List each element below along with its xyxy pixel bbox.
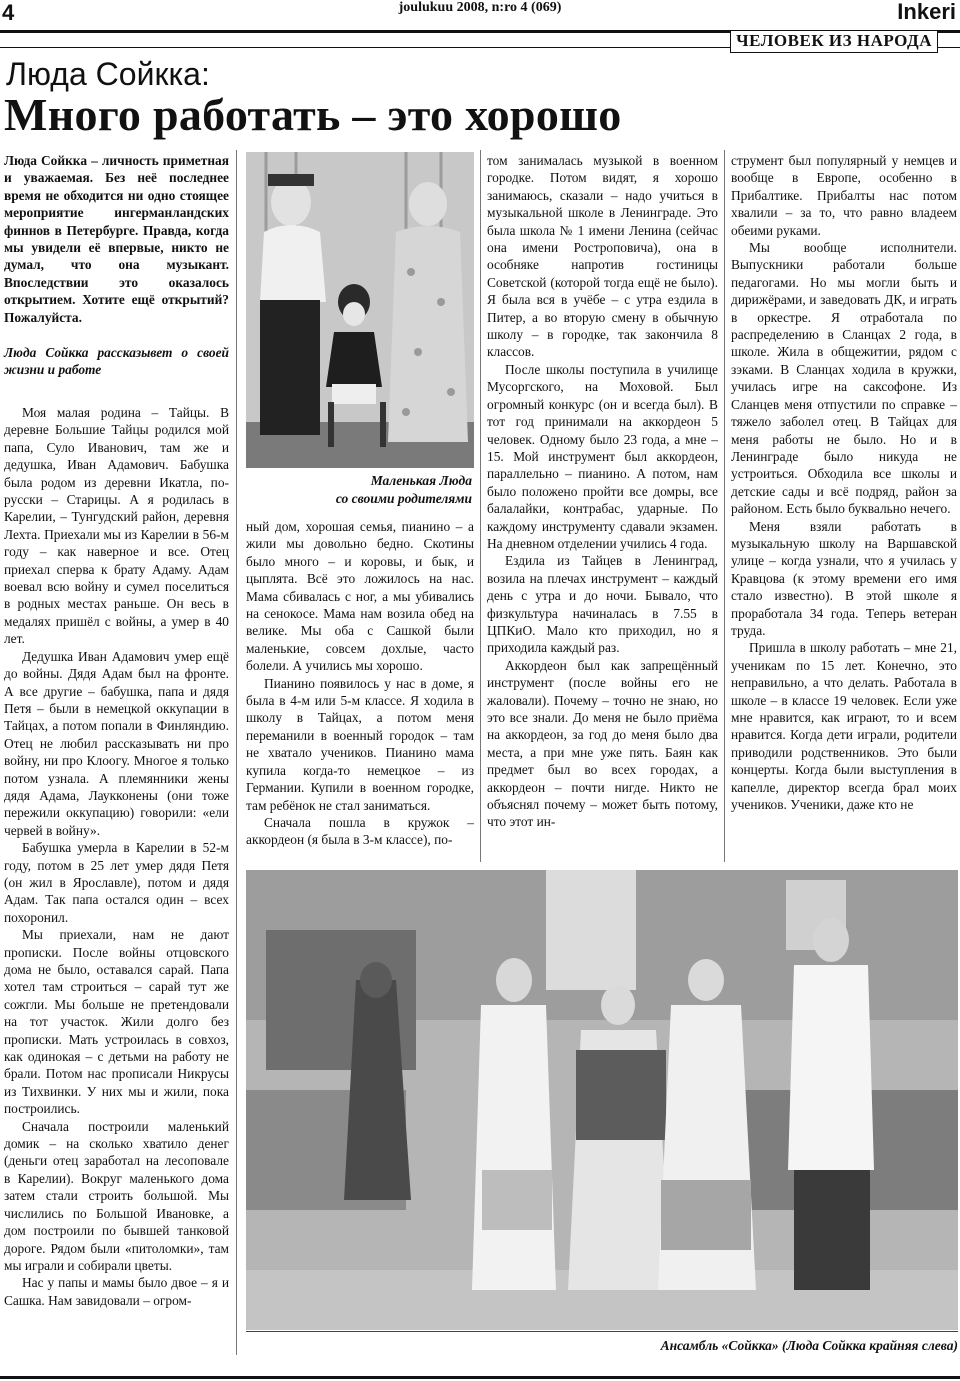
paragraph: Нас у папы и мамы было двое – я и Сашка. Нам завидовали – огром- (4, 1275, 229, 1308)
article-lead (4, 152, 229, 379)
paragraph: Бабушка умерла в Карелии в 52-м году, потом в 25 лет умер дядя Петя (он жил в Ярославле), потом и дядя Адам. Так папа остался один – всех похоронил. (4, 840, 229, 925)
paragraph: Моя малая родина – Тайцы. В деревне Большие Тайцы родился мой папа, Суло Иванович, там же и дедушка, Иван Адамович. Бабушка была родом из деревни Икатла, по-русски – Старицы. А я родилась в Карелии, – Тунгудский район, деревня Лехта. Приехали мы из Карелии в 56-м году – как наверное и все. Отец приехал сперва к брату Адаму. Адам воевал всю войну и сумел поселиться в родных местах раньше. Он весь в медалях пришёл с войны, а умер в 40 лет. (4, 405, 229, 647)
paragraph: струмент был популярный у немцев и вообще в Европе, особенно в Прибалтике. Прибалты нас потом хвалили – за то, что равно владеем обеими руками. (731, 153, 957, 238)
column-divider (236, 150, 237, 1355)
family-photo (246, 152, 474, 468)
section-label: ЧЕЛОВЕК ИЗ НАРОДА (730, 31, 938, 53)
paragraph: Меня взяли работать в музыкальную школу на Варшавской улице – когда узнали, что я училась у Кравцова (к этому времени его имя стало известно). В этой школе я проработала 34 года. Теперь ветеран труда. (731, 518, 957, 638)
article-name: Люда Сойкка: (6, 56, 210, 92)
ensemble-photo (246, 870, 958, 1330)
paragraph: Аккордеон был как запрещённый инструмент (после войны его не жаловали). Почему – точно не знаю, но это все знали. До меня не было приёма на аккордеон, за год до меня было два места, а при мне уже пять. Баян как предмет был во всех городах, а аккордеон – почти нигде. Никто не объяснял почему – может быть потому, что этот ин- (487, 657, 718, 830)
paragraph: Пианино появилось у нас в доме, я была в 4-м или 5-м классе. Я ходила в школу в Тайцах, а потом меня переманили в военный городок – там не хватало учеников. Пианино мама купила когда-то немецкое – из Германии. Купили в военном городке, там ребёнок не стал заниматься. (246, 675, 474, 813)
paragraph: Ездила из Тайцев в Ленинград, возила на плечах инструмент – каждый день с утра и до ночи. Бывало, что физкультура начиналась в 7.55 в ЦПКиО. Мало кто приходил, но я приходила каждый раз. (487, 553, 718, 656)
page-number: 4 (2, 0, 15, 25)
photo-caption (246, 472, 472, 508)
caption-line: Маленькая Люда (370, 473, 472, 488)
paragraph: Пришла в школу работать – мне 21, ученикам по 15 лет. Конечно, это неправильно, а что делать. Работала в школе – в классе 19 человек. Если уже мне нравится, как играют, то и всем нравится. Когда дети играли, родители приводили родственников. Это были концерты. Когда были выступления в капелле, директор всегда брал моих учеников. Ученики, даже кто не (731, 640, 957, 813)
newspaper-name: Inkeri (897, 0, 956, 24)
paragraph: том занималась музыкой в военном городке. Потом видят, я хорошо занимаюсь, сказали – надо учиться в музыкальной школе в Ленинграде. Это была школа № 1 имени Ленина (сейчас она имени Ростроповича), она в особняке напротив гостиницы Советской (которой тогда ещё не было). Я была вся в учёбе – с утра ездила в Питер, а во вторую смену в обычную школу – в городке, так закончила 8 классов. (487, 153, 718, 360)
paragraph: Мы вообще исполнители. Выпускники работали больше педагогами. Но мы могли быть и дирижёрами, и заведовать ДК, и играть в оркестре. Я отработала по распределению в Сланцах 2 года, в школе. Жила в общежитии, рядом с зэками. В Сланцах ходила в кружки, училась игре на саксофоне. Из Сланцев меня отпустили по справке – тяжело заболел отец. В Тайцах для меня работы не было. Но и в Ленинграде было никуда не устроиться. Обходила все школы и детские сады и всё подряд, район за районом. Есть было буквально нечего. (731, 240, 957, 517)
lead-paragraph: Люда Сойкка – личность приметная и уважаемая. Без неё последнее время не обходится ни одно стоящее мероприятие ингерманландских финнов в Петербурге. Правда, когда мы увидели её впервые, никто не думал, что она музыкант. Впоследствии это оказалось открытием. Хотите ещё открытий? Пожалуйста. (4, 153, 229, 325)
column-divider (480, 150, 481, 862)
article-subhead: Люда Сойкка рассказывет о своей жизни и работе (4, 345, 229, 378)
caption-rule (246, 1331, 958, 1332)
paragraph: ный дом, хорошая семья, пианино – а жили мы довольно бедно. Скотины было много – и коровы, и бык, и цыплята. Всё это ложилось на нас. Мама сбивалась с ног, а мы убивались на сенокосе. Мама нам возила обед на велике. Мы оба с Сашкой были маленькие, совсем дохлые, часто болели. А учились мы хорошо. (246, 519, 474, 674)
paragraph: Сначала пошла в кружок – аккордеон (я была в 3-м классе), по- (246, 814, 474, 848)
paragraph: Сначала построили маленький домик – на сколько хватило денег (деньги отец заработал на лесоповале в Карелии). Вокруг маленького дома затем стали строить большой. Мы числились по Большой Ивановке, а дом построили по бывшей танковой дороге. Рядом были «питоломки», там мы играли и собирали цветы. (4, 1118, 229, 1273)
paragraph: После школы поступила в училище Мусоргского, на Моховой. Был огромный конкурс (он и всегда был). В тот год принимали на аккордеон 5 человек. Одному было 23 года, а мне – 15. Мой инструмент был аккордеон, параллельно – пианино. А потом, нам было положено пройти все домры, все балалайки, контрабас, ударные. По каждому инструменту сдавали экзамен. На дневном отделении учились 4 года. (487, 361, 718, 551)
column-4 (731, 152, 957, 813)
column-2 (246, 518, 474, 849)
column-divider (724, 150, 725, 862)
issue-date: joulukuu 2008, n:ro 4 (069) (398, 0, 562, 15)
column-3 (487, 152, 718, 831)
paragraph: Дедушка Иван Адамович умер ещё до войны. Дядя Адам был на фронте. А все другие – бабушка, папа и дядя Петя – были в немецкой оккупации в Тайцах, а потом попали в Финляндию. Отец не любил рассказывать ни про войну, ни про Клоогу. Многое я только потом узнала. А племянники жены дядя Адама, Лаукконены (они тоже пережили оккупацию) говорили: «ели червей в войну». (4, 648, 229, 838)
column-1 (4, 404, 229, 1309)
photo-caption: Ансамбль «Сойкка» (Люда Сойкка крайняя слева) (660, 1338, 958, 1353)
footer-rule (0, 1376, 960, 1379)
paragraph: Мы приехали, нам не дают прописки. После войны отцовского дома не было, оставался сарай. Папа хотел там строиться – сарай тут же сожгли. Мы больше не претендовали на тот участок. Жили долго без прописки. Мать устроилась в совхоз, как одинокая – с детьми на работу не брали. Потом нас прописали Никрусы из Тихвинки. У них мы и жили, пока построились. (4, 927, 229, 1117)
caption-line: со своими родителями (335, 491, 472, 506)
article-headline: Много работать – это хорошо (4, 89, 622, 140)
